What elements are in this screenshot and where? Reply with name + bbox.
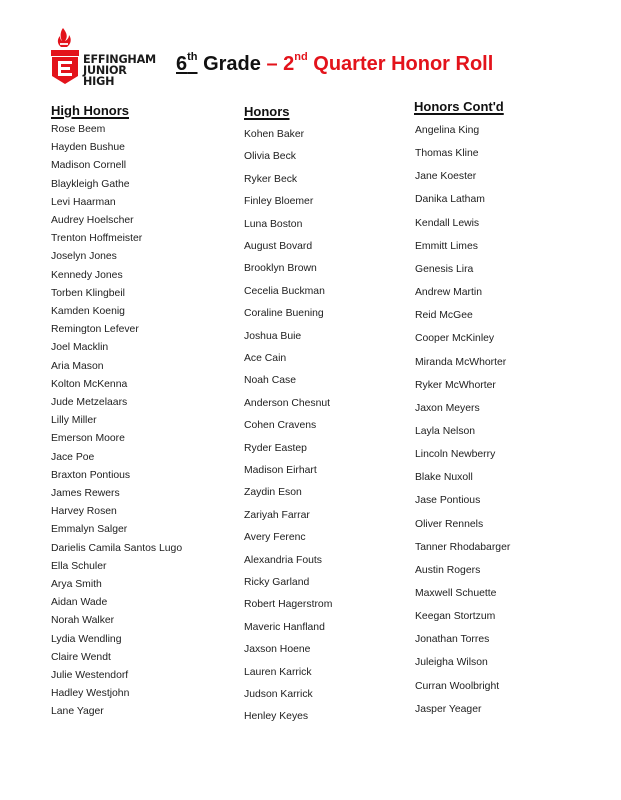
- list-item: Cooper McKinley: [415, 333, 495, 345]
- list-item: James Rewers: [51, 488, 120, 499]
- list-item: Ryker McWhorter: [415, 379, 496, 391]
- list-item: Alexandria Fouts: [244, 554, 322, 566]
- school-name-line-1: EFFINGHAM: [83, 53, 156, 66]
- list-item: Emmitt Limes: [415, 240, 478, 252]
- list-item: Aidan Wade: [51, 597, 108, 609]
- torch-shield-icon: [48, 26, 82, 88]
- list-item: Maveric Hanfland: [244, 621, 325, 633]
- list-item: Zaydin Eson: [244, 487, 302, 499]
- list-item: Avery Ferenc: [244, 532, 306, 544]
- list-item: Levi Haarman: [51, 196, 116, 208]
- list-item: Maxwell Schuette: [415, 588, 497, 599]
- list-item: Torben Klingbeil: [51, 287, 125, 299]
- list-item: Danika Latham: [415, 194, 485, 206]
- list-item: Brooklyn Brown: [244, 263, 317, 275]
- list-item: Ella Schuler: [51, 560, 107, 572]
- list-item: Emmalyn Salger: [51, 524, 128, 536]
- list-item: Joshua Buie: [244, 330, 302, 342]
- list-item: Anderson Chesnut: [244, 397, 331, 409]
- list-item: Madison Eirhart: [244, 465, 317, 476]
- list-item: Hayden Bushue: [51, 142, 125, 154]
- list-item: Henley Keyes: [244, 711, 309, 723]
- list-item: Blaykleigh Gathe: [51, 178, 130, 190]
- list-item: Jane Koester: [415, 171, 477, 183]
- list-item: Jaxson Hoene: [244, 644, 311, 656]
- list-item: Ricky Garland: [244, 577, 310, 588]
- list-item: Kennedy Jones: [51, 269, 123, 281]
- list-item: Miranda McWhorter: [415, 356, 507, 368]
- list-item: Robert Hagerstrom: [244, 599, 333, 611]
- school-name-line-3: HIGH: [83, 75, 115, 88]
- list-item: Keegan Stortzum: [415, 611, 496, 623]
- list-item: Tanner Rhodabarger: [415, 541, 511, 553]
- list-item: Genesis Lira: [415, 263, 474, 275]
- list-item: Ace Cain: [244, 353, 287, 364]
- list-item: Aria Mason: [51, 360, 104, 372]
- list-item: Claire Wendt: [51, 651, 111, 663]
- list-item: Trenton Hoffmeister: [51, 233, 143, 245]
- list-item: Jaxon Meyers: [415, 402, 480, 414]
- list-item: Emerson Moore: [51, 433, 125, 445]
- list-item: Coraline Buening: [244, 308, 324, 320]
- list-item: Andrew Martin: [415, 287, 482, 298]
- quarter-text: Quarter Honor Roll: [307, 53, 494, 75]
- list-item: Madison Cornell: [51, 160, 127, 172]
- list-item: Luna Boston: [244, 218, 303, 230]
- heading-high-honors: High Honors: [51, 103, 129, 118]
- list-item: Kolton McKenna: [51, 378, 128, 390]
- list-item: Angelina King: [415, 125, 480, 136]
- list-item: Ryker Beck: [244, 173, 298, 185]
- list-item: Kendall Lewis: [415, 217, 480, 229]
- list-item: Layla Nelson: [415, 425, 476, 437]
- list-item: Cohen Cravens: [244, 420, 317, 432]
- list-item: Joel Macklin: [51, 342, 109, 354]
- list-item: Kamden Koenig: [51, 306, 125, 317]
- list-item: Ryder Eastep: [244, 442, 307, 454]
- list-item: Arya Smith: [51, 579, 102, 590]
- list-item: Rose Beem: [51, 124, 106, 135]
- grade-number: 6th: [176, 51, 198, 75]
- list-item: Jase Pontious: [415, 495, 481, 507]
- list-item: Lauren Karrick: [244, 666, 312, 678]
- school-logo: [48, 26, 158, 88]
- list-item: Jonathan Torres: [415, 634, 490, 646]
- list-item: Harvey Rosen: [51, 506, 117, 518]
- list-item: Norah Walker: [51, 615, 115, 627]
- list-item: Lydia Wendling: [51, 633, 122, 645]
- list-item: Finley Bloemer: [244, 196, 314, 208]
- list-item: Remington Lefever: [51, 324, 139, 336]
- list-item: Austin Rogers: [415, 564, 481, 576]
- list-item: Darielis Camila Santos Lugo: [51, 542, 183, 554]
- list-item: Lane Yager: [51, 706, 104, 718]
- title-dash: –: [266, 53, 284, 75]
- list-item: Jasper Yeager: [415, 703, 482, 715]
- list-item: Audrey Hoelscher: [51, 215, 134, 226]
- list-item: Lilly Miller: [51, 415, 97, 427]
- list-item: Blake Nuxoll: [415, 472, 473, 484]
- list-item: Curran Woolbright: [415, 680, 500, 692]
- list-item: Lincoln Newberry: [415, 449, 496, 461]
- list-item: August Bovard: [244, 241, 313, 252]
- list-item: Jace Poe: [51, 451, 95, 463]
- list-item: Reid McGee: [415, 310, 473, 322]
- school-name-line-2: JUNIOR: [83, 64, 127, 77]
- list-item: Joselyn Jones: [51, 251, 117, 263]
- list-item: Julie Westendorf: [51, 670, 129, 681]
- heading-honors-contd: Honors Cont'd: [414, 99, 504, 114]
- list-item: Judson Karrick: [244, 689, 313, 700]
- list-item: Olivia Beck: [244, 151, 296, 163]
- list-item: Noah Case: [244, 375, 296, 387]
- page-title: [176, 50, 493, 78]
- list-item: Jude Metzelaars: [51, 397, 128, 408]
- list-item: Kohen Baker: [244, 129, 305, 140]
- heading-honors: Honors: [244, 104, 290, 119]
- list-item: Juleigha Wilson: [415, 657, 488, 669]
- list-item: Oliver Rennels: [415, 518, 484, 530]
- list-item: Braxton Pontious: [51, 469, 131, 481]
- grade-word: Grade: [197, 53, 267, 75]
- list-item: Zariyah Farrar: [244, 509, 310, 521]
- list-item: Thomas Kline: [415, 148, 479, 160]
- school-name: [83, 54, 156, 87]
- quarter-number: 2nd: [283, 51, 308, 75]
- list-item: Hadley Westjohn: [51, 688, 130, 700]
- list-item: Cecelia Buckman: [244, 285, 325, 297]
